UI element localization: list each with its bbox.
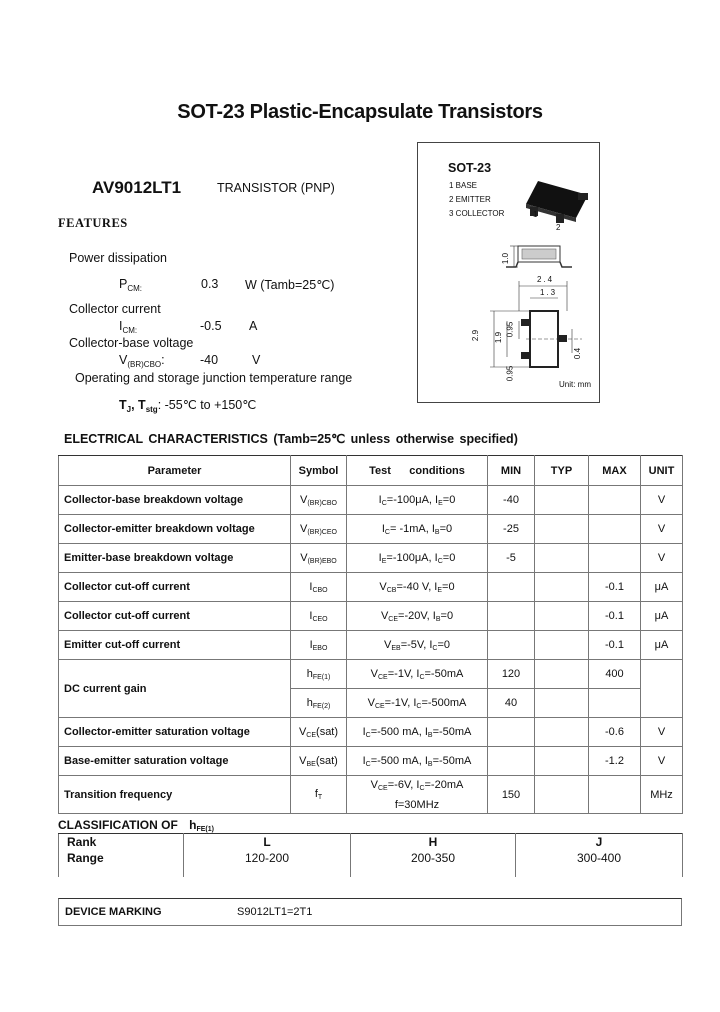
row-min: 40 (488, 689, 535, 718)
marking-value: S9012LT1=2T1 (237, 906, 313, 918)
row-unit: MHz (641, 776, 683, 814)
row-max: -0.1 (589, 573, 641, 602)
row-symbol: ICBO (291, 573, 347, 602)
row-parameter: Emitter-base breakdown voltage (59, 544, 291, 573)
row-parameter: Transition frequency (59, 776, 291, 814)
row-symbol: hFE(2) (291, 689, 347, 718)
package-diagram (417, 142, 600, 403)
row-max: -1.2 (589, 747, 641, 776)
table-row (59, 631, 683, 660)
table-row (59, 573, 683, 602)
table-row (59, 776, 683, 814)
row-symbol: hFE(1) (291, 660, 347, 689)
table-row (59, 486, 683, 515)
row-max: -0.1 (589, 631, 641, 660)
row-symbol: VBE(sat) (291, 747, 347, 776)
dim-1-9: 1.9 (494, 331, 504, 344)
row-min (488, 573, 535, 602)
ec-col-max: MAX (589, 456, 641, 486)
row-unit (641, 660, 683, 718)
ec-col-symbol: Symbol (291, 456, 347, 486)
dim-2-9: 2.9 (471, 329, 481, 342)
classification-heading: CLASSIFICATION OF hFE(1) (58, 818, 214, 833)
row-min: -5 (488, 544, 535, 573)
row-typ (535, 515, 589, 544)
ec-table (58, 455, 683, 814)
dim-1-3: 1.3 (540, 288, 558, 297)
row-typ (535, 602, 589, 631)
temp-range-label: Operating and storage junction temperature range (75, 371, 353, 385)
unit-note: Unit: mm (559, 380, 591, 389)
range-j: 300-400 (516, 851, 683, 877)
table-row (59, 660, 683, 689)
ec-col-test: Test conditions (347, 456, 488, 486)
range-h: 200-350 (351, 851, 516, 877)
pin-2-number: 2 (556, 223, 561, 232)
row-parameter: Collector-emitter saturation voltage (59, 718, 291, 747)
row-unit: V (641, 515, 683, 544)
rank-label: Rank (59, 834, 184, 851)
rank-l: L (184, 834, 351, 851)
row-min (488, 747, 535, 776)
row-unit: V (641, 544, 683, 573)
row-typ (535, 718, 589, 747)
row-symbol: ICEO (291, 602, 347, 631)
row-conditions: VCE=-6V, IC=-20mA f=30MHz (347, 776, 488, 814)
row-parameter: Collector-base breakdown voltage (59, 486, 291, 515)
icm-unit: A (249, 319, 258, 333)
row-typ (535, 544, 589, 573)
row-conditions: VCE=-1V, IC=-50mA (347, 660, 488, 689)
row-conditions: IE=-100μA, IC=0 (347, 544, 488, 573)
pin-2-label: 2 EMITTER (449, 195, 491, 204)
row-conditions: IC=-500 mA, IB=-50mA (347, 747, 488, 776)
row-typ (535, 776, 589, 814)
ec-col-parameter: Parameter (59, 456, 291, 486)
row-unit: V (641, 486, 683, 515)
pcm-symbol: $P_{CM:}$ (119, 277, 143, 293)
part-number: AV9012LT1 (92, 178, 182, 197)
pin-3-number: 3 (535, 188, 540, 197)
dim-0-4: 0.4 (573, 347, 583, 360)
table-row (59, 544, 683, 573)
row-min (488, 631, 535, 660)
table-row (59, 515, 683, 544)
row-symbol: VCE(sat) (291, 718, 347, 747)
dim-2-4: 2.4 (537, 275, 555, 284)
row-conditions: IC= -1mA, IB=0 (347, 515, 488, 544)
dim-0-95a: 0.95 (505, 321, 515, 338)
pin-2-lead (556, 214, 564, 223)
table-row (59, 747, 683, 776)
ec-col-min: MIN (488, 456, 535, 486)
row-min: 120 (488, 660, 535, 689)
ec-heading: ELECTRICAL CHARACTERISTICS (Tamb=25℃ unless otherwise specified) (64, 432, 518, 446)
rank-h: H (351, 834, 516, 851)
row-max (589, 486, 641, 515)
row-conditions: VCE=-1V, IC=-500mA (347, 689, 488, 718)
range-label: Range (59, 851, 184, 877)
part-type: TRANSISTOR (PNP) (217, 181, 335, 195)
vcbo-symbol: $V_{(BR)CBO}$: (119, 353, 165, 369)
row-unit: μA (641, 602, 683, 631)
cb-voltage-label: Collector-base voltage (69, 336, 194, 350)
row-parameter: DC current gain (59, 660, 291, 718)
row-parameter: Collector cut-off current (59, 573, 291, 602)
power-dissipation-label: Power dissipation (69, 251, 167, 265)
row-symbol: V(BR)CEO (291, 515, 347, 544)
collector-current-label: Collector current (69, 302, 161, 316)
row-max (589, 515, 641, 544)
dim-0-95b: 0.95 (505, 365, 515, 382)
row-symbol: V(BR)EBO (291, 544, 347, 573)
row-typ (535, 747, 589, 776)
device-marking (58, 898, 682, 926)
row-min: -40 (488, 486, 535, 515)
range-l: 120-200 (184, 851, 351, 877)
row-typ (535, 689, 589, 718)
vcbo-unit: V (252, 353, 261, 367)
ec-header-row (59, 456, 683, 486)
icm-value: -0.5 (200, 319, 222, 333)
pin-3-lead (578, 193, 588, 200)
row-unit: μA (641, 573, 683, 602)
row-min (488, 718, 535, 747)
row-typ (535, 660, 589, 689)
row-max (589, 544, 641, 573)
rank-j: J (516, 834, 683, 851)
row-conditions: VCE=-20V, IB=0 (347, 602, 488, 631)
row-parameter: Emitter cut-off current (59, 631, 291, 660)
row-parameter: Base-emitter saturation voltage (59, 747, 291, 776)
range-row (59, 851, 683, 877)
row-typ (535, 573, 589, 602)
row-conditions: VEB=-5V, IC=0 (347, 631, 488, 660)
classification-table (58, 833, 683, 877)
page-title: SOT-23 Plastic-Encapsulate Transistors (177, 101, 543, 123)
row-max: 400 (589, 660, 641, 689)
row-max: -0.6 (589, 718, 641, 747)
row-symbol: V(BR)CBO (291, 486, 347, 515)
row-conditions: IC=-100μA, IE=0 (347, 486, 488, 515)
row-typ (535, 486, 589, 515)
pcm-value: 0.3 (201, 277, 219, 291)
pin-3-label: 3 COLLECTOR (449, 209, 505, 218)
row-max (589, 689, 641, 718)
icm-symbol: $I_{CM:}$ (119, 319, 138, 335)
row-conditions: IC=-500 mA, IB=-50mA (347, 718, 488, 747)
row-symbol: fT (291, 776, 347, 814)
row-min: -25 (488, 515, 535, 544)
temp-range-value: $T_J$, $T_{stg}$: -55℃ to +150℃ (119, 398, 257, 414)
row-min: 150 (488, 776, 535, 814)
dim-1-0: 1.0 (501, 252, 511, 265)
ec-col-unit: UNIT (641, 456, 683, 486)
table-row (59, 718, 683, 747)
row-typ (535, 631, 589, 660)
rank-row (59, 834, 683, 851)
features-heading: FEATURES (58, 216, 128, 230)
row-unit: μA (641, 631, 683, 660)
row-parameter: Collector-emitter breakdown voltage (59, 515, 291, 544)
row-unit: V (641, 718, 683, 747)
row-conditions: VCB=-40 V, IE=0 (347, 573, 488, 602)
table-row (59, 602, 683, 631)
marking-label: DEVICE MARKING (65, 906, 162, 918)
row-unit: V (641, 747, 683, 776)
row-parameter: Collector cut-off current (59, 602, 291, 631)
row-min (488, 602, 535, 631)
pin-1-label: 1 BASE (449, 181, 478, 190)
pin-1-number: 1 (533, 210, 538, 219)
pcm-unit: W (Tamb=25℃) (245, 278, 335, 292)
ec-col-typ: TYP (535, 456, 589, 486)
row-max: -0.1 (589, 602, 641, 631)
package-name: SOT-23 (448, 161, 492, 175)
row-max (589, 776, 641, 814)
row-symbol: IEBO (291, 631, 347, 660)
vcbo-value: -40 (200, 353, 219, 367)
